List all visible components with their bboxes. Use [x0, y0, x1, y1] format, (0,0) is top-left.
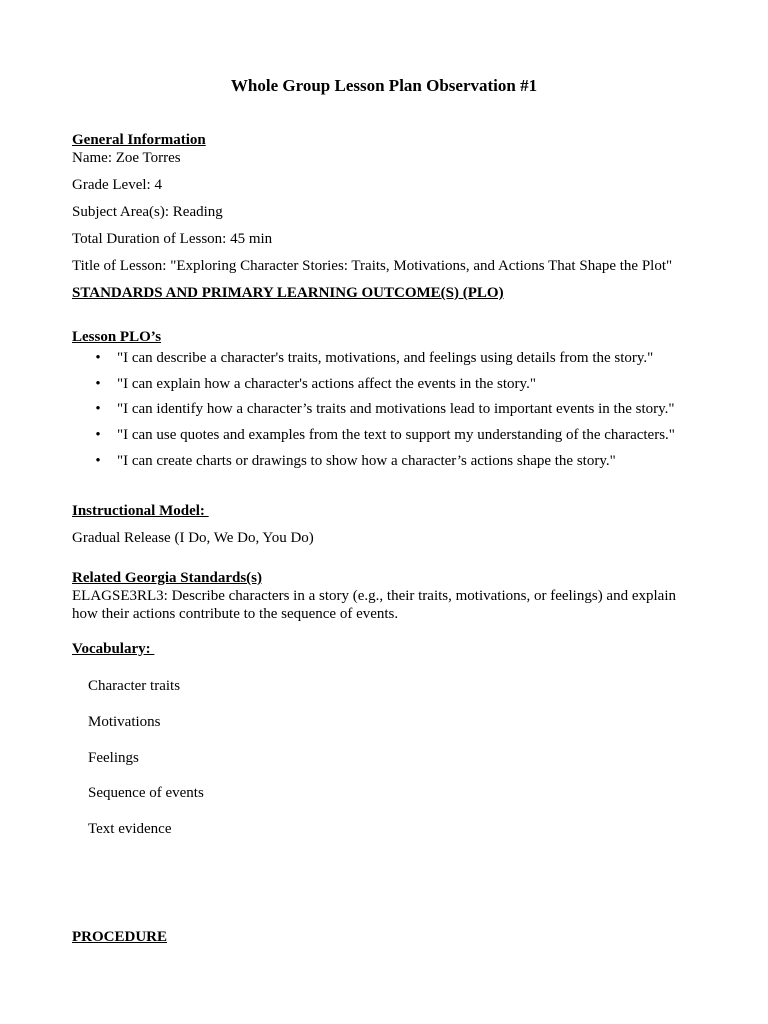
vocabulary-heading: Vocabulary: [72, 641, 155, 657]
lesson-duration: Total Duration of Lesson: 45 min [72, 231, 273, 247]
bullet-icon: • [95, 453, 101, 469]
georgia-standards-heading: Related Georgia Standards(s) [72, 570, 262, 586]
instructional-model-heading: Instructional Model: [72, 503, 209, 519]
subject-area: Subject Area(s): Reading [72, 204, 223, 220]
procedure-heading: PROCEDURE [72, 929, 168, 945]
bullet-icon: • [95, 350, 101, 366]
teacher-name: Name: Zoe Torres [72, 150, 181, 166]
vocabulary-item: Motivations [88, 714, 161, 730]
plo-item-text: "I can create charts or drawings to show how a character’s actions shape the story." [117, 453, 616, 469]
lesson-title: Title of Lesson: "Exploring Character Stories: Traits, Motivations, and Actions That Shape the Plot" [72, 258, 673, 274]
document-title: Whole Group Lesson Plan Observation #1 [230, 76, 538, 95]
standards-heading: STANDARDS AND PRIMARY LEARNING OUTCOME(S) (PLO) [72, 285, 504, 301]
lesson-plo-heading: Lesson PLO’s [72, 329, 162, 345]
vocabulary-item: Feelings [88, 750, 139, 766]
plo-item-text: "I can describe a character's traits, motivations, and feelings using details from the story." [117, 350, 654, 366]
grade-level: Grade Level: 4 [72, 177, 162, 193]
bullet-icon: • [95, 376, 101, 392]
plo-item-text: "I can use quotes and examples from the text to support my understanding of the characters." [117, 427, 675, 443]
bullet-icon: • [95, 401, 101, 417]
instructional-model-text: Gradual Release (I Do, We Do, You Do) [72, 530, 314, 546]
plo-item-text: "I can identify how a character’s traits and motivations lead to important events in the story." [117, 401, 675, 417]
bullet-icon: • [95, 427, 101, 443]
vocabulary-item: Text evidence [88, 821, 172, 837]
general-information-heading: General Information [72, 132, 206, 148]
vocabulary-item: Sequence of events [88, 785, 204, 801]
vocabulary-item: Character traits [88, 678, 181, 694]
georgia-standards-text: ELAGSE3RL3: Describe characters in a story (e.g., their traits, motivations, or feelings) and explain how their actions contribute to the sequence of events. [72, 588, 676, 622]
plo-item-text: "I can explain how a character's actions affect the events in the story." [117, 376, 536, 392]
